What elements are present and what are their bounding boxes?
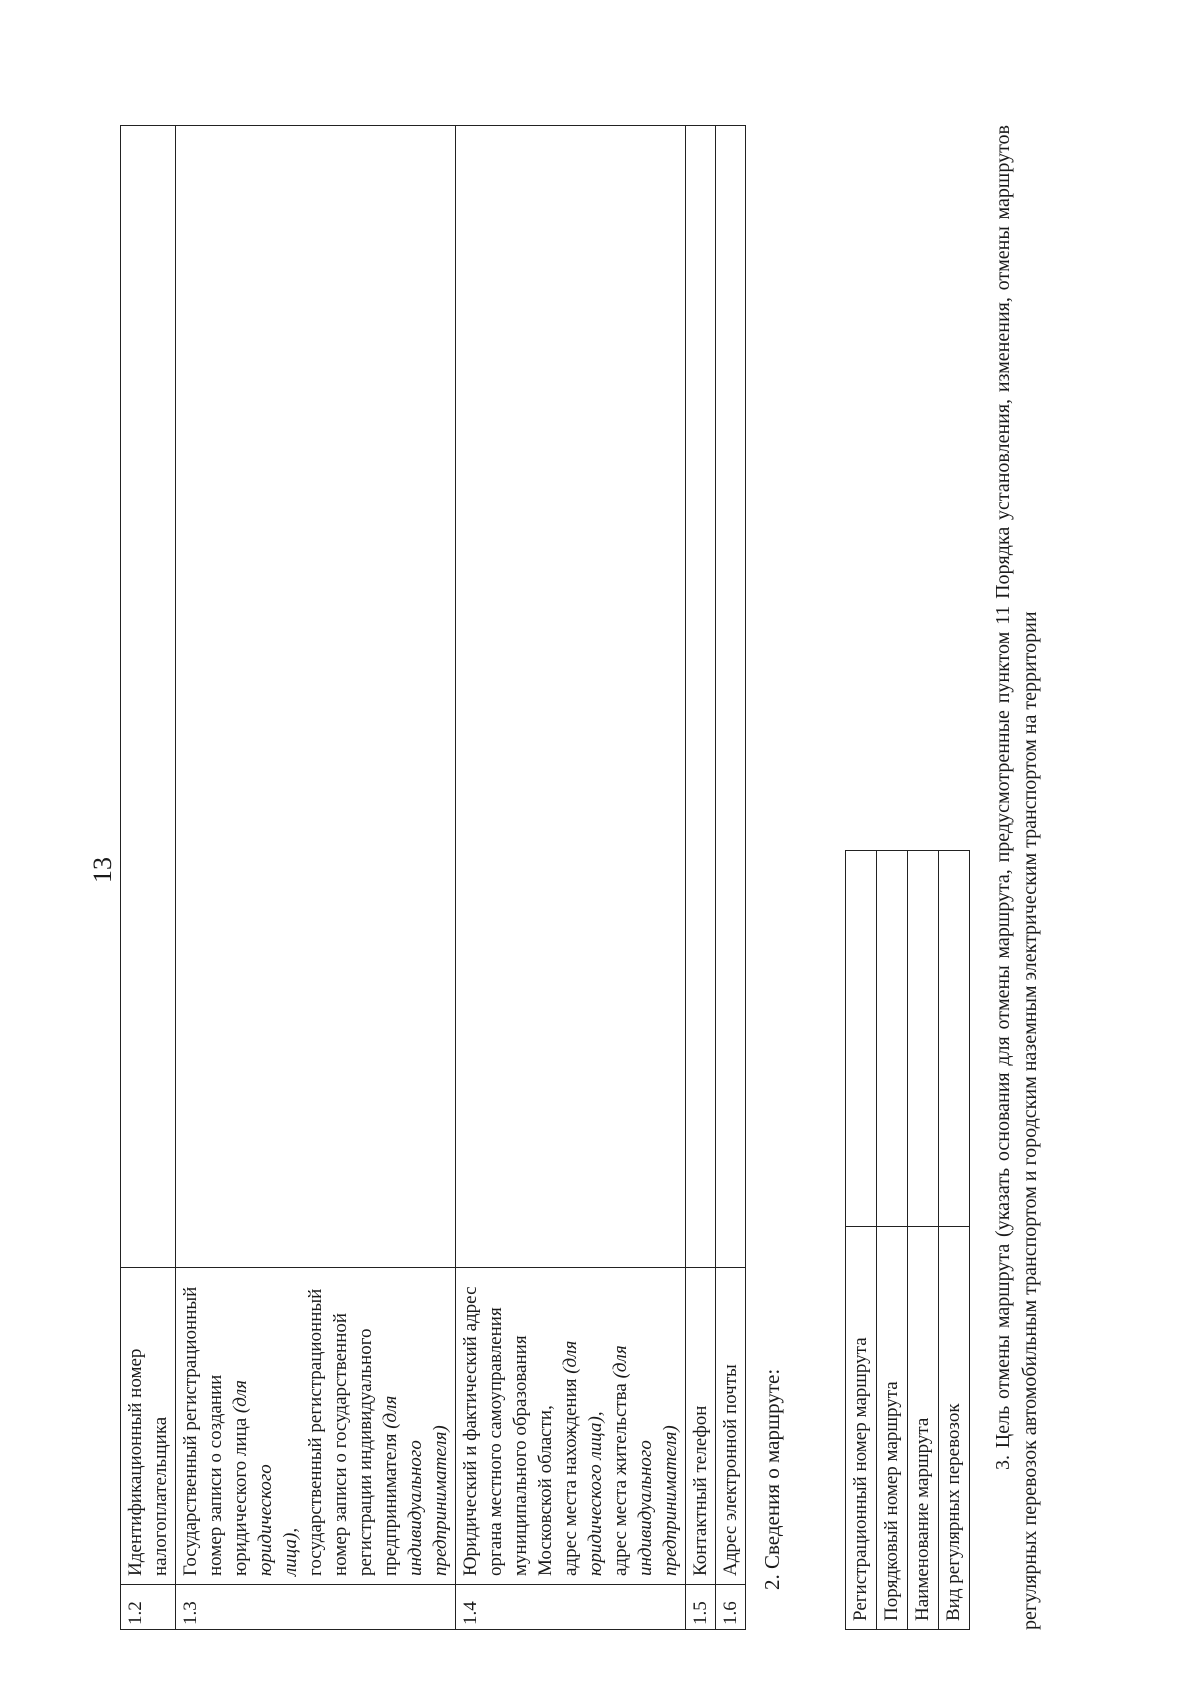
label-line: Идентификационный номер [125,1348,146,1576]
label-line: государственный регистрационный [305,1288,326,1576]
label-italic: лица), [280,1527,301,1576]
row-label [456,1268,686,1585]
label-italic: (для [380,1395,401,1429]
label-italic: (для юридического [230,1380,276,1576]
table-row [176,126,456,1630]
section2-heading: 2. Сведения о маршруте: [760,1368,784,1590]
label-line: Московской области, [535,1405,556,1576]
value-cell[interactable] [176,126,456,1268]
table-row [877,851,908,1630]
table-row [939,851,970,1630]
table-row [908,851,939,1630]
value-cell[interactable] [121,126,176,1268]
page-number: 13 [88,857,117,883]
table-row [846,851,877,1630]
label-line: номер записи о государственной [330,1312,351,1576]
row-label: Вид регулярных перевозок [939,1227,970,1630]
row-label [686,1268,716,1585]
label-line: адрес места жительства [610,1378,631,1576]
table-row [456,126,686,1630]
label-line: муниципального образования [510,1335,531,1576]
label-italic: (для [560,1340,581,1374]
label-italic: индивидуального [635,1440,656,1576]
rotated-page [70,110,1070,1630]
label-italic: (для [610,1345,631,1379]
value-cell[interactable] [716,126,746,1268]
route-info-table [845,850,970,1630]
label-italic: юридического лица), [585,1411,606,1576]
label-line: номер записи о создании [205,1374,226,1576]
value-cell[interactable] [939,851,970,1227]
value-cell[interactable] [846,851,877,1227]
applicant-info-table [120,125,746,1630]
row-label [716,1268,746,1585]
row-label: Порядковый номер маршрута [877,1227,908,1630]
table-row [716,126,746,1630]
row-label [121,1268,176,1585]
section3-paragraph: 3. Цель отмены маршрута (указать основания для отмены маршрута, предусмотренные пунктом 11 Порядка установления, изменения, отмены маршрутов регулярных перевозок автомобильным транспортом и городским наземным электрическим транспортом на территории [992,125,1041,1630]
value-cell[interactable] [686,126,716,1268]
label-line: Адрес электронной почты [720,1364,741,1576]
value-cell[interactable] [456,126,686,1268]
label-line: регистрации индивидуального [355,1328,376,1576]
label-line: предпринимателя [380,1428,401,1576]
label-italic: индивидуального [405,1440,426,1576]
value-cell[interactable] [908,851,939,1227]
value-cell[interactable] [877,851,908,1227]
table-row [121,126,176,1630]
row-number: 1.3 [176,1585,456,1630]
row-number: 1.6 [716,1585,746,1630]
table-row [686,126,716,1630]
row-label: Регистрационный номер маршрута [846,1227,877,1630]
label-italic: предпринимателя) [430,1425,451,1576]
row-label: Наименование маршрута [908,1227,939,1630]
label-line: Контактный телефон [690,1405,711,1576]
label-line: органа местного самоуправления [485,1307,506,1576]
label-line: налогоплательщика [150,1416,171,1576]
row-number: 1.4 [456,1585,686,1630]
label-italic: предпринимателя) [660,1425,681,1576]
row-number: 1.5 [686,1585,716,1630]
label-line: адрес места нахождения [560,1373,581,1576]
row-label [176,1268,456,1585]
label-line: Юридический и фактический адрес [460,1286,481,1576]
row-number: 1.2 [121,1585,176,1630]
label-line: Государственный регистрационный [180,1286,201,1576]
label-line: юридического лица [230,1413,251,1576]
